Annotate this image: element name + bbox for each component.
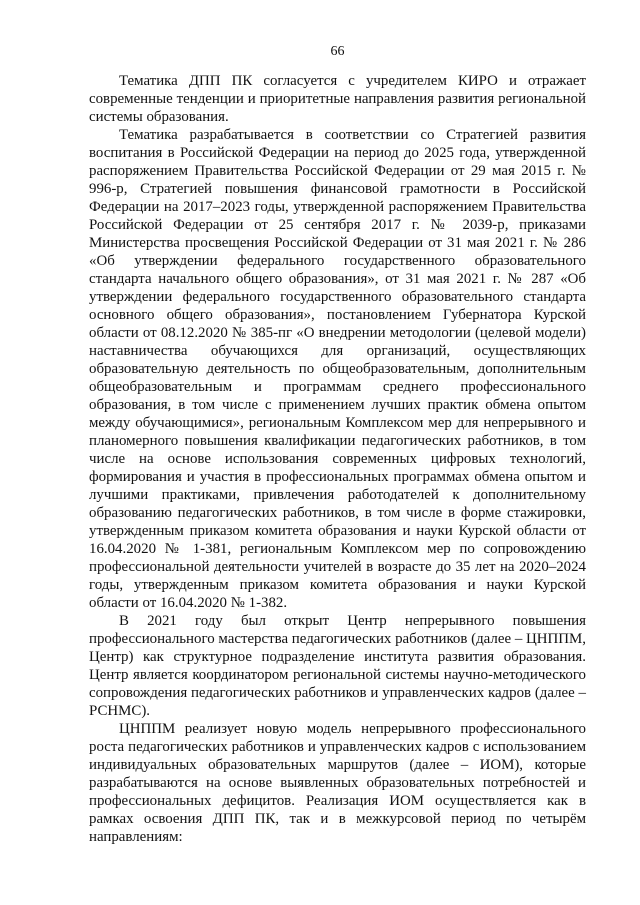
paragraph-theme-agreement: Тематика ДПП ПК согласуется с учредителем КИРО и отражает современные тенденции и приоритетные направления развития региональной системы образования.	[89, 73, 586, 125]
page-number: 66	[330, 44, 345, 59]
paragraph-center-model: ЦНППМ реализует новую модель непрерывного профессионального роста педагогических работников и управленческих кадров с использованием индивидуальных образовательных маршрутов (далее – ИОМ), которые разрабатываются на основе выявленных образовательных потребностей и профессиональных дефицитов. Реализация ИОМ осуществляется как в рамках освоения ДПП ПК, так и в межкурсовой период по четырём направлениям:	[89, 721, 586, 845]
paragraph-center-opening: В 2021 году был открыт Центр непрерывного повышения профессионального мастерства педагогических работников (далее – ЦНППМ, Центр) как структурное подразделение института развития образования. Центр является координатором региональной системы научно-методического сопровождения педагогических работников и управленческих кадров (далее – РСНМС).	[89, 613, 586, 719]
paragraph-theme-development: Тематика разрабатывается в соответствии со Стратегией развития воспитания в Российской Федерации на период до 2025 года, утвержденной распоряжением Правительства Российской Федерации от 29 мая 2015 г. № 996-р, Стратегией повышения финансовой грамотности в Российской Федерации на 2017–2023 годы, утвержденной распоряжением Правительства Российской Федерации от 25 сентября 2017 г. № 2039-р, приказами Министерства просвещения Российской Федерации от 31 мая 2021 г. № 286 «Об утверждении федерального государственного образовательного стандарта начального общего образования», от 31 мая 2021 г. № 287 «Об утверждении федерального государственного образовательного стандарта основного общего образования», постановлением Губернатора Курской области от 08.12.2020 № 385-пг «О внедрении методологии (целевой модели) наставничества обучающихся для организаций, осуществляющих образовательную деятельность по общеобразовательным, дополнительным общеобразовательным и программам среднего профессионального образования, в том числе с применением лучших практик обмена опытом между обучающимися», региональным Комплексом мер для непрерывного и планомерного повышения квалификации педагогических работников, в том числе на основе использования современных цифровых технологий, формирования и участия в профессиональных программах обмена опытом и лучшими практиками, привлечения работодателей к дополнительному образованию педагогических работников, в том числе в форме стажировки, утвержденным приказом комитета образования и науки Курской области от 16.04.2020 № 1-381, региональным Комплексом мер по сопровождению профессиональной деятельности учителей в возрасте до 35 лет на 2020–2024 годы, утвержденным приказом комитета образования и науки Курской области от 16.04.2020 № 1-382.	[89, 127, 586, 611]
